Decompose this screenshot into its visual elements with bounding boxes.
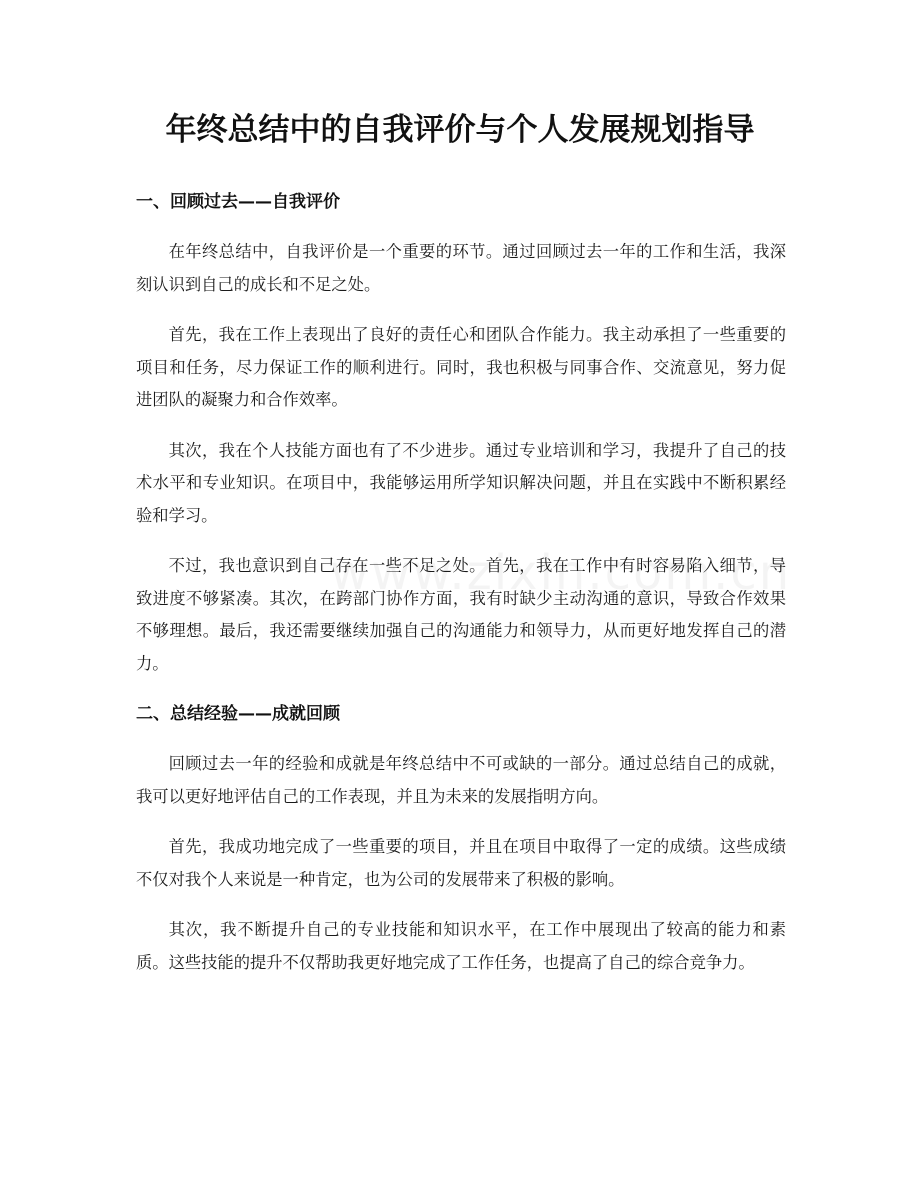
paragraph: 其次，我在个人技能方面也有了不少进步。通过专业培训和学习，我提升了自己的技术水平和专业知识。在项目中，我能够运用所学知识解决问题，并且在实践中不断积累经验和学习。 <box>136 440 786 525</box>
paragraph: 不过，我也意识到自己存在一些不足之处。首先，我在工作中有时容易陷入细节，导致进度不够紧凑。其次，在跨部门协作方面，我有时缺少主动沟通的意识，导致合作效果不够理想。最后，我还需要继续加强自己的沟通能力和领导力，从而更好地发挥自己的潜力。 <box>136 556 786 673</box>
section-achievements <box>136 698 786 979</box>
section-self-evaluation <box>136 186 786 680</box>
paragraph: 其次，我不断提升自己的专业技能和知识水平，在工作中展现出了较高的能力和素质。这些技能的提升不仅帮助我更好地完成了工作任务，也提高了自己的综合竞争力。 <box>136 920 786 972</box>
document-title: 年终总结中的自我评价与个人发展规划指导 <box>165 112 755 148</box>
paragraph: 首先，我成功地完成了一些重要的项目，并且在项目中取得了一定的成绩。这些成绩不仅对我个人来说是一种肯定，也为公司的发展带来了积极的影响。 <box>136 837 786 889</box>
paragraph: 在年终总结中，自我评价是一个重要的环节。通过回顾过去一年的工作和生活，我深刻认识到自己的成长和不足之处。 <box>136 242 786 294</box>
document-body <box>136 186 786 997</box>
paragraph: 首先，我在工作上表现出了良好的责任心和团队合作能力。我主动承担了一些重要的项目和任务，尽力保证工作的顺利进行。同时，我也积极与同事合作、交流意见，努力促进团队的凝聚力和合作效率。 <box>136 325 786 409</box>
section-heading: 一、回顾过去——自我评价 <box>136 192 340 212</box>
section-heading: 二、总结经验——成就回顾 <box>136 704 340 724</box>
paragraph: 回顾过去一年的经验和成就是年终总结中不可或缺的一部分。通过总结自己的成就，我可以更好地评估自己的工作表现，并且为未来的发展指明方向。 <box>136 754 786 806</box>
